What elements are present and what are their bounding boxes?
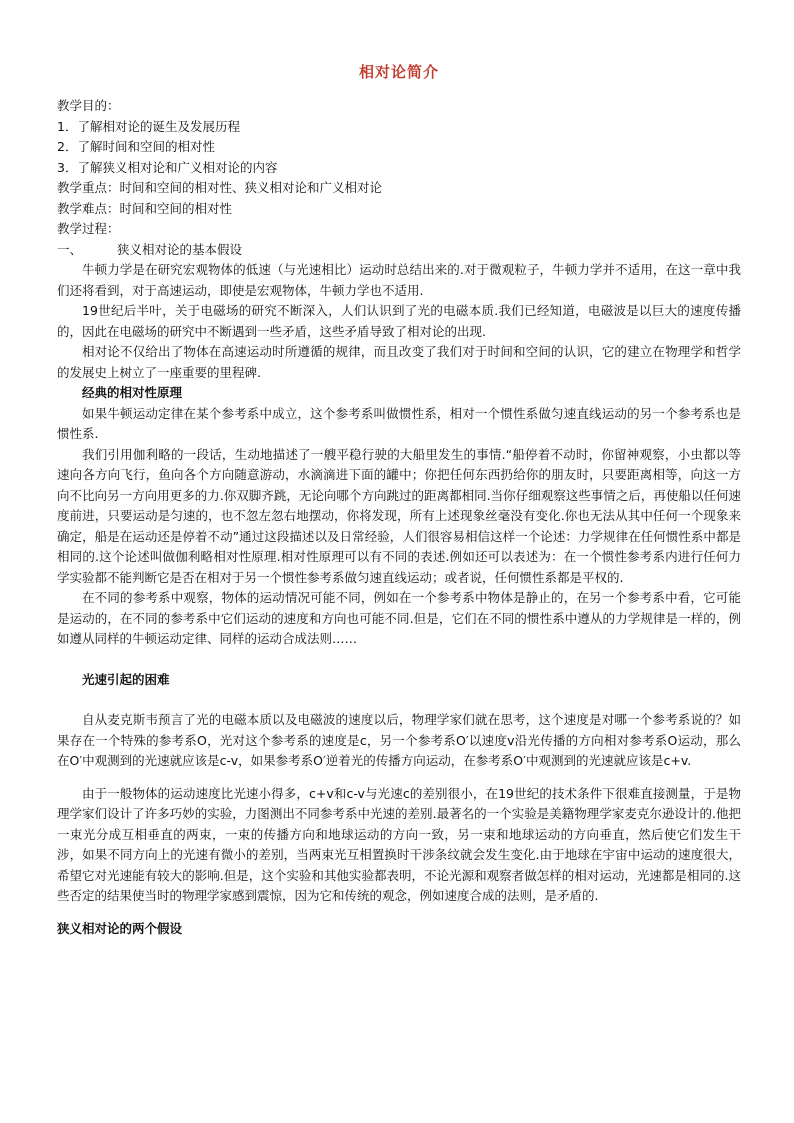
objectives-label: 教学目的： (57, 98, 120, 113)
paragraph: 19世纪后半叶，关于电磁场的研究不断深入，人们认识到了光的电磁本质.我们已经知道，电磁波是以巨大的速度传播的，因此在电磁场的研究中不断遇到一些矛盾，这些矛盾导致了相对论的出现. (57, 303, 741, 339)
difficulty: 教学难点：时间和空间的相对性 (57, 200, 233, 216)
paragraph: 在不同的参考系中观察，物体的运动情况可能不同，例如在一个参考系中物体是静止的，在另一个参考系中看，它可能是运动的，在不同的参考系中它们运动的速度和方向也可能不同.但是，它们在不同的惯性系中遵从的力学规律是一样的，例如遵从同样的牛顿运动定律、同样的运动合成法则…… (57, 590, 741, 646)
paragraph: 由于一般物体的运动速度比光速小得多，c+v和c-v与光速c的差别很小，在19世纪的技术条件下很难直接测量，于是物理学家们设计了许多巧妙的实验，力图测出不同参考系中光速的差别.最著名的一个实验是美籍物理学家麦克尔逊设计的.他把一束光分成互相垂直的两束，一束的传播方向和地球运动的方向一致，另一束和地球运动的方向垂直，然后使它们发生干涉，如果不同方向上的光速有微小的差别，当两束光互相置换时干涉条纹就会发生变化.由于地球在宇宙中运动的速度很大，希望它对光速能有较大的影响.但是，这个实验和其他实验都表明，不论光源和观察者做怎样的相对运动，光速都是相同的.这些否定的结果使当时的物理学家感到震惊，因为它和传统的观念，例如速度合成的法则，是矛盾的. (57, 785, 741, 903)
paragraph: 牛顿力学是在研究宏观物体的低速（与光速相比）运动时总结出来的.对于微观粒子，牛顿力学并不适用，在这一章中我们还将看到，对于高速运动，即使是宏观物体，牛顿力学也不适用. (57, 262, 741, 298)
objective-item: 2．了解时间和空间的相对性 (57, 139, 215, 154)
document-title: 相对论简介 (358, 63, 439, 81)
subheading-classical: 经典的相对性原理 (82, 385, 183, 400)
section-heading (57, 240, 741, 261)
paragraph: 相对论不仅给出了物体在高速运动时所遵循的规律，而且改变了我们对于时间和空间的认识，它的建立在物理学和哲学的发展史上树立了一座重要的里程碑. (57, 344, 741, 380)
paragraph: 如果牛顿运动定律在某个参考系中成立，这个参考系叫做惯性系，相对一个惯性系做匀速直线运动的另一个参考系也是惯性系. (57, 405, 741, 441)
paragraph: 自从麦克斯韦预言了光的电磁本质以及电磁波的速度以后，物理学家们就在思考，这个速度是对哪一个参考系说的？如果存在一个特殊的参考系O，光对这个参考系的速度是c，另一个参考系O′以速度v沿光传播的方向相对参考系O运动，那么在O′中观测到的光速就应该是c-v，如果参考系O′逆着光的传播方向运动，在参考系O′中观测到的光速就应该是c+v. (57, 712, 741, 768)
process-label: 教学过程： (57, 221, 120, 236)
document-page (57, 62, 741, 939)
subheading-light-speed: 光速引起的困难 (82, 671, 170, 687)
key-points: 教学重点：时间和空间的相对性、狭义相对论和广义相对论 (57, 180, 383, 195)
subheading-two-postulates: 狭义相对论的两个假设 (57, 920, 183, 936)
paragraph: 我们引用伽利略的一段话，生动地描述了一艘平稳行驶的大船里发生的事情.“船停着不动时，你留神观察，小虫都以等速向各方向飞行，鱼向各个方向随意游动，水滴滴进下面的罐中；你把任何东西扔给你的朋友时，只要距离相等，向这一方向不比向另一方向用更多的力.你双脚齐跳，无论向哪个方向跳过的距离都相同.当你仔细观察这些事情之后，再使船以任何速度前进，只要运动是匀速的，也不忽左忽右地摆动，你将发现，所有上述现象丝毫没有变化.你也无法从其中任何一个现象来确定，船是在运动还是停着不动”通过这段描述以及日常经验，人们很容易相信这样一个论述：力学规律在任何惯性系中都是相同的.这个论述叫做伽利略相对性原理.相对性原理可以有不同的表述.例如还可以表述为：在一个惯性参考系内进行任何力学实验都不能判断它是否在相对于另一个惯性参考系做匀速直线运动；或者说，任何惯性系都是平权的. (57, 446, 741, 585)
objective-item: 3．了解狭义相对论和广义相对论的内容 (57, 159, 278, 175)
section-number: 一、 (57, 241, 83, 257)
objective-item: 1．了解相对论的诞生及发展历程 (57, 118, 240, 134)
section-title: 狭义相对论的基本假设 (117, 241, 243, 257)
